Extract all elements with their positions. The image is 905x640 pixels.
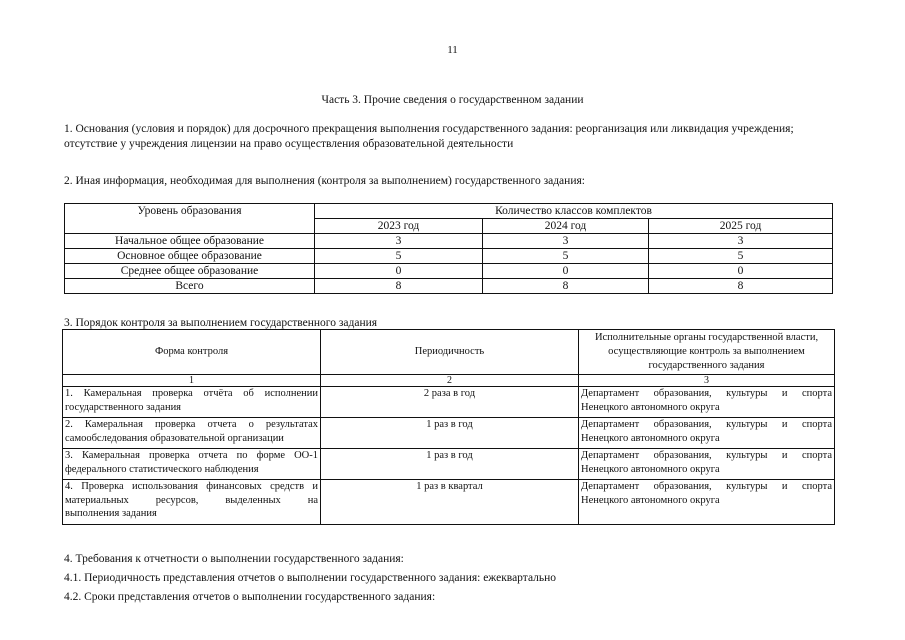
control-form-line: 2. Камеральная проверка отчета о результатах [65, 419, 318, 430]
periodicity-header: Периодичность [321, 330, 579, 375]
authority-line: Департамент образования, культуры и спорта [581, 419, 832, 430]
class-count-cell: 0 [649, 264, 833, 279]
year-header: 2023 год [315, 219, 483, 234]
control-form-line: самообследования образовательной организации [65, 432, 284, 444]
authority-cell [579, 449, 835, 480]
control-table-header-row [63, 330, 835, 375]
class-count-cell: 3 [315, 234, 483, 249]
class-count-cell: 3 [483, 234, 649, 249]
control-form-cell [63, 387, 321, 418]
authority-line: Департамент образования, культуры и спорта [581, 450, 832, 461]
authority-line: Ненецкого автономного округа [581, 494, 720, 506]
total-label-cell: Всего [65, 279, 315, 294]
part-title: Часть 3. Прочие сведения о государственном задании [321, 94, 584, 106]
class-count-cell: 5 [649, 249, 833, 264]
year-header: 2024 год [483, 219, 649, 234]
authority-line: Ненецкого автономного округа [581, 463, 720, 475]
control-form-cell [63, 418, 321, 449]
table-row [63, 387, 835, 418]
authority-cell [579, 418, 835, 449]
column-number: 3 [579, 375, 835, 387]
control-form-line: 3. Камеральная проверка отчета по форме ОО-1 [65, 450, 318, 461]
class-table-header-row [65, 204, 833, 219]
periodicity-cell: 1 раз в квартал [321, 480, 579, 525]
periodicity-cell: 1 раз в год [321, 418, 579, 449]
reporting-frequency-item: 4.1. Периодичность представления отчетов о выполнении государственного задания: ежеквартально [64, 571, 557, 584]
periodicity-cell: 2 раза в год [321, 387, 579, 418]
column-number: 1 [63, 375, 321, 387]
other-info-heading: 2. Иная информация, необходимая для выполнения (контроля за выполнением) государственного задания: [64, 175, 585, 187]
class-count-cell: 8 [649, 279, 833, 294]
year-header: 2025 год [649, 219, 833, 234]
reporting-requirements-heading: 4. Требования к отчетности о выполнении государственного задания: [64, 553, 404, 565]
termination-grounds-paragraph: 1. Основания (условия и порядок) для досрочного прекращения выполнения государственного задания: реорганизация или ликвидация учреждения; отсутствие у учреждения лицензии на право осуществления образовательной деятельности [64, 123, 794, 150]
control-form-cell [63, 449, 321, 480]
table-row [63, 449, 835, 480]
education-level-cell: Начальное общее образование [65, 234, 315, 249]
control-procedure-heading: 3. Порядок контроля за выполнением государственного задания [64, 317, 378, 329]
control-form-line: выполнения задания [65, 508, 157, 520]
education-level-cell: Среднее общее образование [65, 264, 315, 279]
authority-line: Ненецкого автономного округа [581, 432, 720, 444]
reporting-deadlines-item: 4.2. Сроки представления отчетов о выполнении государственного задания: [64, 590, 436, 603]
control-form-header: Форма контроля [63, 330, 321, 375]
page-number: 11 [447, 44, 458, 56]
authority-line: Ненецкого автономного округа [581, 401, 720, 413]
control-procedure-table [62, 329, 835, 525]
authority-cell [579, 387, 835, 418]
education-level-cell: Основное общее образование [65, 249, 315, 264]
table-row [65, 249, 833, 264]
table-row [63, 418, 835, 449]
class-count-cell: 0 [315, 264, 483, 279]
control-form-line: 4. Проверка использования финансовых средств и [65, 481, 318, 492]
class-count-header: Количество классов комплектов [315, 204, 833, 219]
authority-header: Исполнительные органы государственной власти, осуществляющие контроль за выполнением государственного задания [579, 330, 835, 375]
table-row [65, 264, 833, 279]
periodicity-cell: 1 раз в год [321, 449, 579, 480]
class-count-cell: 3 [649, 234, 833, 249]
control-form-line: материальных ресурсов, выделенных на [65, 494, 318, 506]
class-count-table [64, 203, 833, 294]
control-form-line: 1. Камеральная проверка отчёта об исполнении [65, 388, 318, 399]
authority-line: Департамент образования, культуры и спорта [581, 388, 832, 399]
control-form-cell [63, 480, 321, 525]
reporting-requirements [64, 550, 824, 607]
class-count-cell: 5 [483, 249, 649, 264]
table-row [65, 234, 833, 249]
class-count-cell: 5 [315, 249, 483, 264]
class-count-cell: 8 [483, 279, 649, 294]
column-number-row [63, 375, 835, 387]
class-count-cell: 0 [483, 264, 649, 279]
control-form-line: федерального статистического наблюдения [65, 463, 259, 475]
control-form-line: государственного задания [65, 401, 182, 413]
class-count-cell: 8 [315, 279, 483, 294]
education-level-header: Уровень образования [65, 204, 315, 234]
authority-cell [579, 480, 835, 525]
column-number: 2 [321, 375, 579, 387]
total-row [65, 279, 833, 294]
table-row [63, 480, 835, 525]
authority-line: Департамент образования, культуры и спорта [581, 481, 832, 492]
